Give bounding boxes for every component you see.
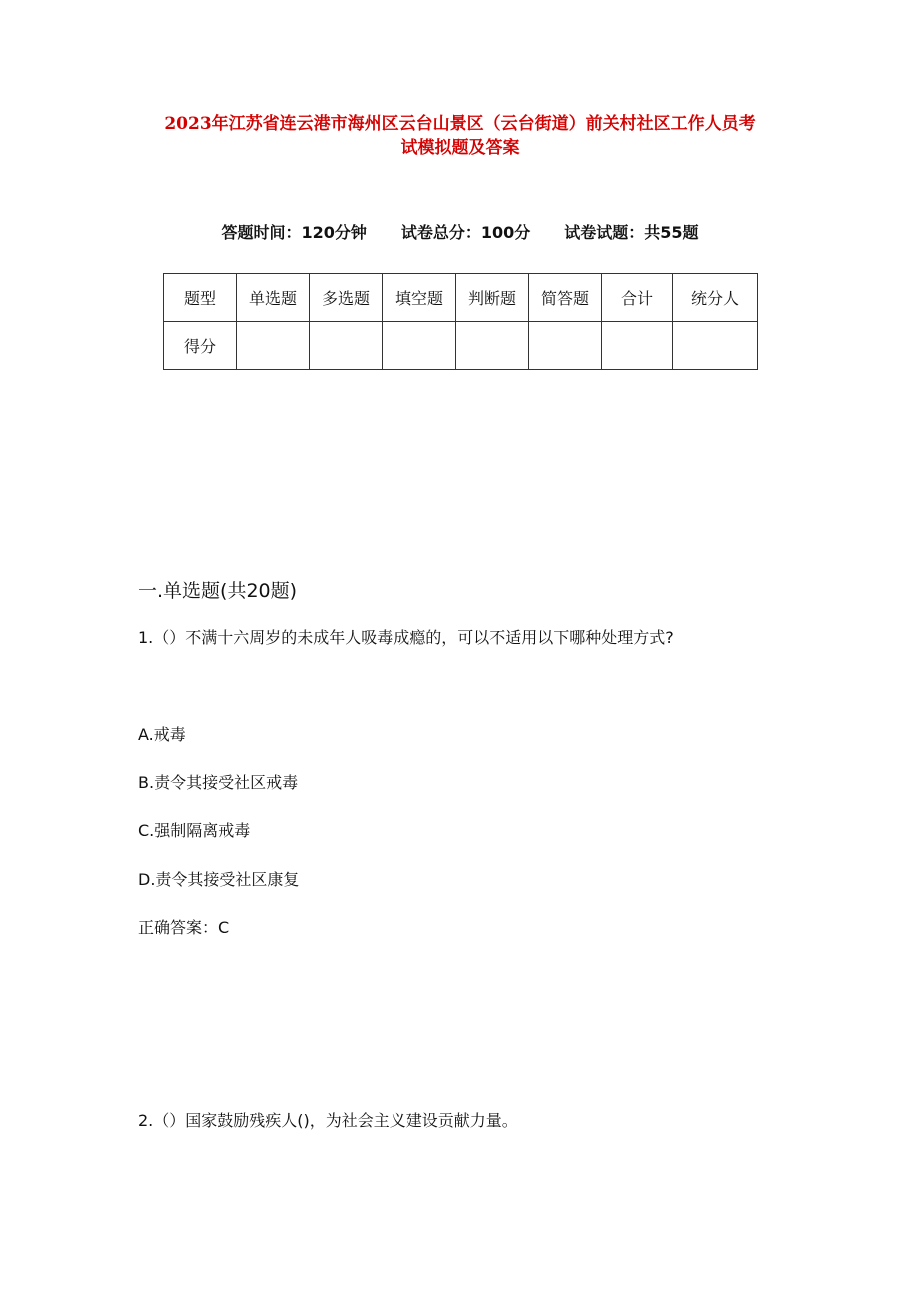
score-cell <box>602 322 673 370</box>
header-cell-scorer: 统分人 <box>673 274 758 322</box>
exam-question-count: 试卷试题：共55题 <box>564 223 699 242</box>
score-cell <box>383 322 456 370</box>
score-table-header-row <box>164 274 758 322</box>
header-cell-total: 合计 <box>602 274 673 322</box>
header-cell-multi: 多选题 <box>310 274 383 322</box>
question-1-text: 1.（）不满十六周岁的未成年人吸毒成瘾的，可以不适用以下哪种处理方式? <box>138 628 674 647</box>
row-label-score: 得分 <box>164 322 237 370</box>
score-cell <box>673 322 758 370</box>
question-1-option-c: C.强制隔离戒毒 <box>138 821 251 840</box>
score-cell <box>529 322 602 370</box>
score-cell <box>310 322 383 370</box>
score-table-score-row <box>164 322 758 370</box>
score-cell <box>237 322 310 370</box>
header-cell-single: 单选题 <box>237 274 310 322</box>
section-title-single-choice: 一.单选题(共20题) <box>138 580 298 602</box>
exam-time: 答题时间：120分钟 <box>221 223 367 242</box>
score-table <box>163 273 758 370</box>
header-cell-short: 简答题 <box>529 274 602 322</box>
question-1-option-a: A.戒毒 <box>138 725 186 744</box>
question-2-text: 2.（）国家鼓励残疾人()，为社会主义建设贡献力量。 <box>138 1111 518 1130</box>
document-title <box>120 112 800 160</box>
score-cell <box>456 322 529 370</box>
question-1-option-d: D.责令其接受社区康复 <box>138 870 300 889</box>
header-cell-type: 题型 <box>164 274 237 322</box>
exam-total-score: 试卷总分：100分 <box>400 223 531 242</box>
header-cell-judge: 判断题 <box>456 274 529 322</box>
title-line-1: 2023年江苏省连云港市海州区云台山景区（云台街道）前关村社区工作人员考 <box>164 114 756 134</box>
question-1-option-b: B.责令其接受社区戒毒 <box>138 773 299 792</box>
title-line-2: 试模拟题及答案 <box>400 138 520 158</box>
question-1-answer: 正确答案：C <box>138 918 230 937</box>
header-cell-fill: 填空题 <box>383 274 456 322</box>
exam-meta <box>0 222 920 244</box>
